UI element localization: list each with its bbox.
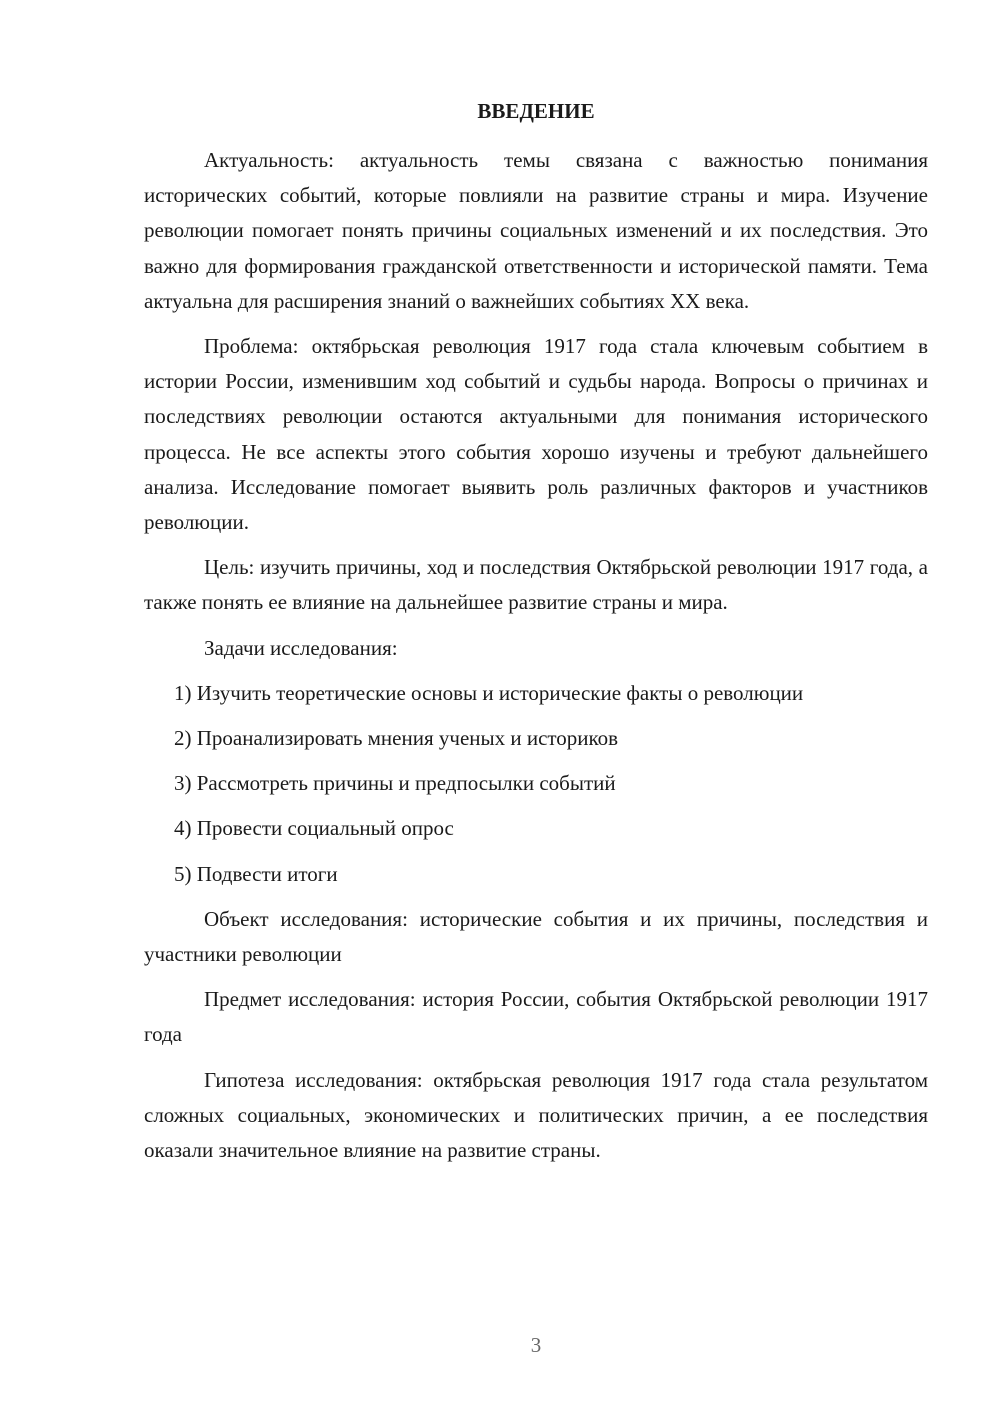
object-paragraph: Объект исследования: исторические события и их причины, последствия и участники революции [144,906,928,967]
problem-paragraph: Проблема: октябрьская революция 1917 года стала ключевым событием в истории России, изменившим ход событий и судьбы народа. Вопросы о причинах и последствиях революции остаются актуальными для понимания исторического процесса. Не все аспекты этого события хорошо изучены и требуют дальнейшего анализа. Исследование помогает выявить роль различных факторов и участников революции. [144,334,928,535]
tasks-heading: Задачи исследования: [204,635,398,660]
hypothesis-paragraph: Гипотеза исследования: октябрьская революция 1917 года стала результатом сложных социальных, экономических и политических причин, а ее последствия оказали значительное влияние на развитие страны. [144,1067,928,1163]
list-item: 3) Рассмотреть причины и предпосылки событий [174,771,616,796]
list-item: 1) Изучить теоретические основы и исторические факты о революции [174,680,804,705]
page-number: 3 [530,1333,542,1357]
list-item: 2) Проанализировать мнения ученых и историков [174,726,619,751]
subject-paragraph: Предмет исследования: история России, события Октябрьской революции 1917 года [144,987,928,1047]
list-item: 4) Провести социальный опрос [174,816,454,841]
relevance-paragraph: Актуальность: актуальность темы связана с важностью понимания исторических событий, которые повлияли на развитие страны и мира. Изучение революции помогает понять причины социальных изменений и их последствия. Это важно для формирования гражданской ответственности и исторической памяти. Тема актуальна для расширения знаний о важнейших событиях XX века. [144,148,928,313]
task-list [144,676,928,892]
goal-paragraph: Цель: изучить причины, ход и последствия Октябрьской революции 1917 года, а также понять ее влияние на дальнейшее развитие страны и мира. [144,555,928,615]
page-title: ВВЕДЕНИЕ [477,99,595,123]
list-item: 5) Подвести итоги [174,861,338,886]
page-content [144,94,928,1178]
